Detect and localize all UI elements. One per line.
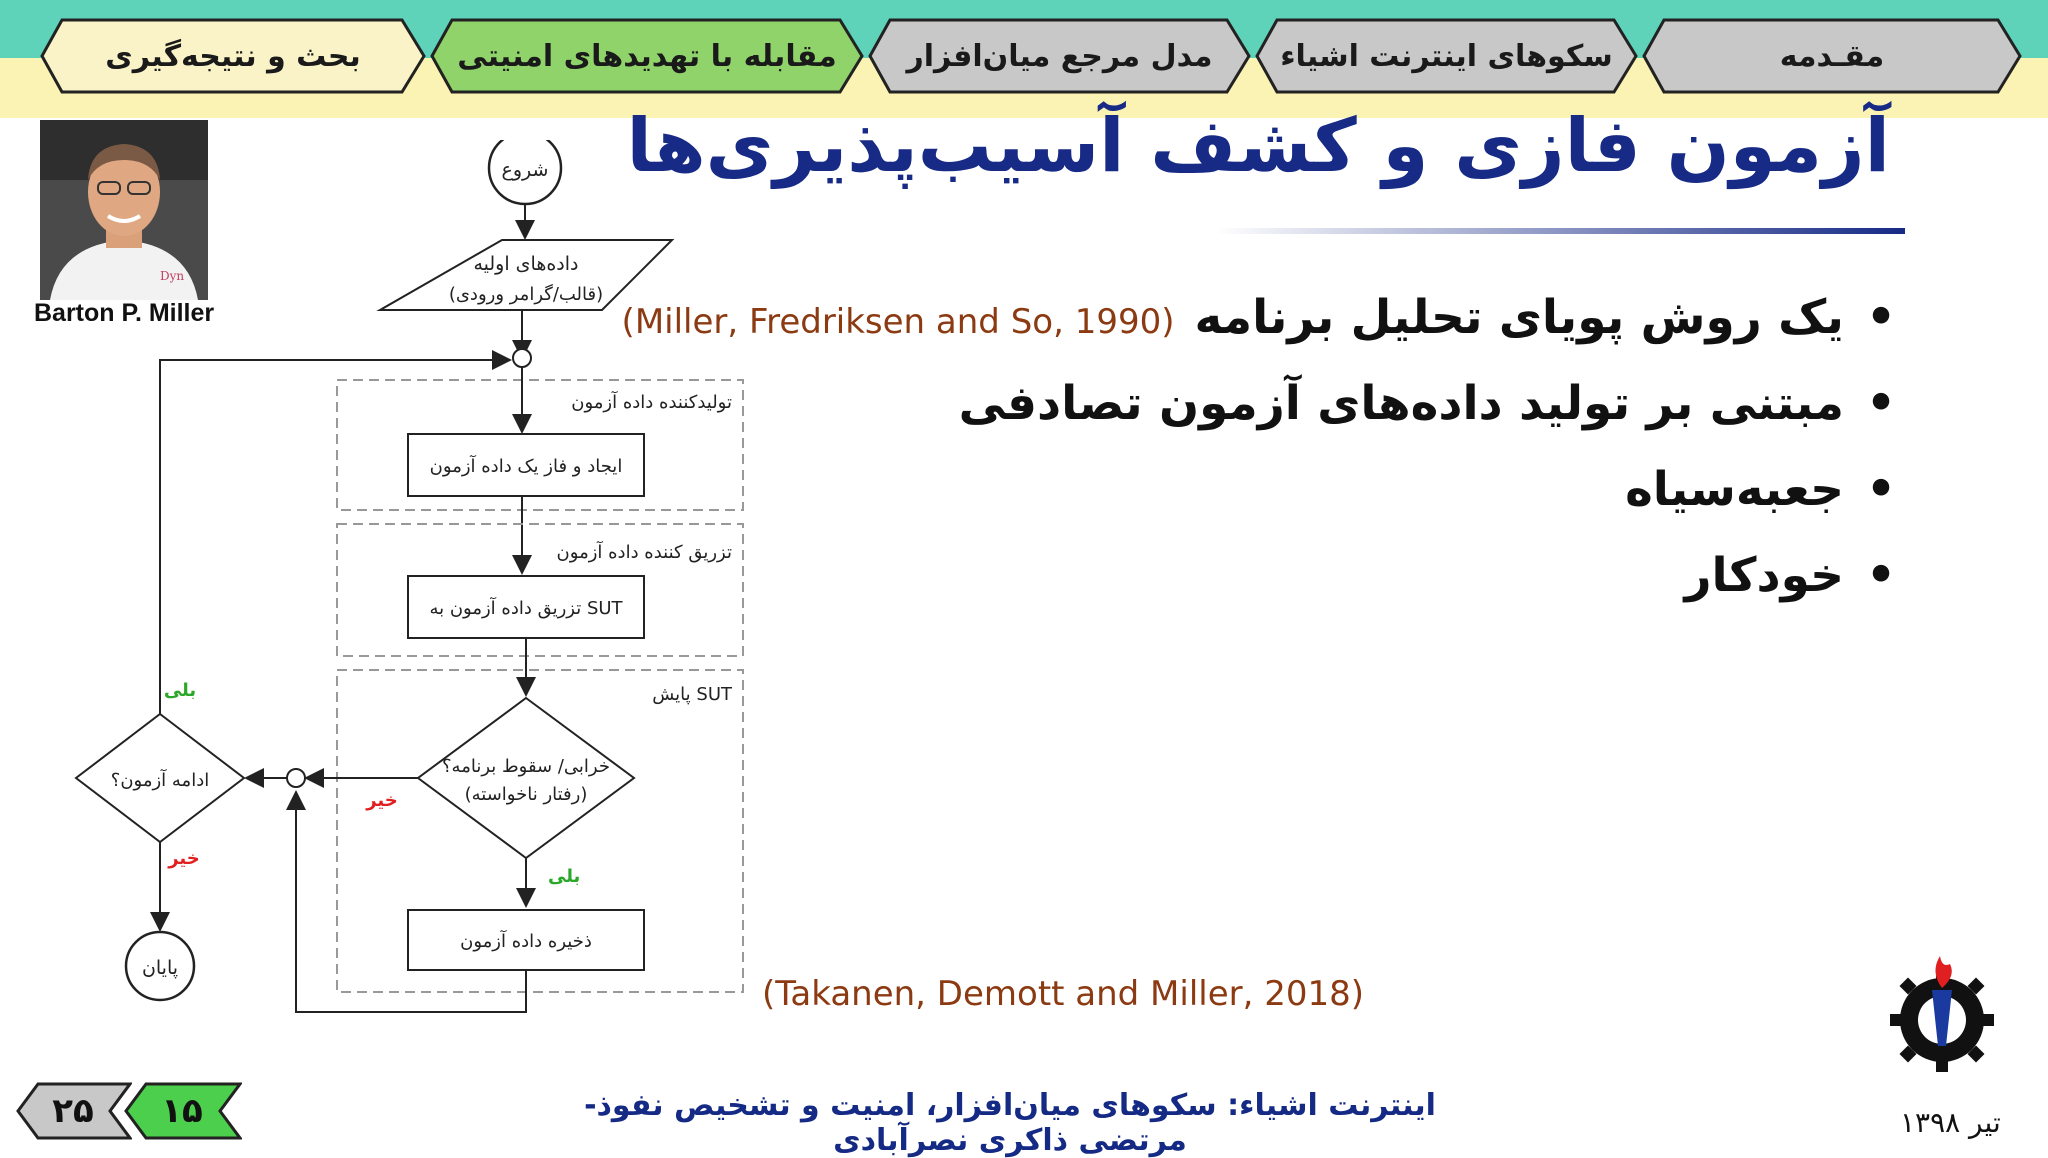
svg-text:Dyn: Dyn (160, 269, 185, 283)
footer-date: تیر ۱۳۹۸ (1900, 1106, 2001, 1139)
total-pages-badge (14, 1082, 132, 1140)
yes-label: بلی (163, 680, 197, 701)
bullet-item (621, 283, 1896, 369)
junction-top (513, 349, 531, 367)
generator-group-label: تولیدکننده داده آزمون (571, 392, 732, 413)
initial-data-label: داده‌های اولیه (473, 253, 579, 275)
figure-citation: (Takanen, Demott and Miller, 2018) (762, 974, 1365, 1014)
bullet-dot: • (1865, 548, 1896, 603)
bullet-item (746, 369, 1896, 455)
slide-title: آزمون فازی و کشف آسیب‌پذیری‌ها (626, 103, 1890, 189)
title-underline (1215, 228, 1905, 234)
photo-caption: Barton P. Miller (34, 299, 215, 327)
continue-decision-label: ادامه آزمون؟ (110, 770, 210, 791)
bullet-citation: (Miller, Fredriksen and So, 1990) (621, 302, 1175, 342)
bullet-item (746, 455, 1896, 541)
initial-data-sublabel: (قالب/گرامر ورودی) (448, 284, 604, 305)
total-pages: ۲۵ (52, 1091, 94, 1131)
tab-label: مقـدمه (1779, 38, 1885, 74)
create-fuzz-label: ایجاد و فاز یک داده آزمون (429, 456, 623, 477)
tab-security-threats[interactable] (430, 18, 864, 94)
injector-group-label: تزریق کننده داده آزمون (556, 542, 732, 563)
bullet-text: یک روش پویای تحلیل برنامه (1194, 290, 1844, 345)
no-label: خیر (168, 848, 200, 869)
end-label: پایان (141, 957, 179, 979)
save-label: ذخیره داده آزمون (460, 931, 592, 952)
bullet-item (746, 541, 1896, 627)
university-logo (1880, 950, 2010, 1080)
tab-iot-platforms[interactable] (1255, 18, 1638, 94)
crash-decision-sublabel: (رفتار ناخواسته) (464, 784, 588, 805)
current-page: ۱۵ (161, 1091, 203, 1131)
bullet-dot: • (1865, 376, 1896, 431)
crash-decision-label: خرابی/ سقوط برنامه؟ (442, 756, 610, 777)
start-label: شروع (501, 159, 549, 181)
monitor-group-label: پایش SUT (652, 684, 732, 705)
top-nav-bar (0, 0, 2048, 118)
tab-label: مدل مرجع میان‌افزار (906, 38, 1213, 74)
tab-discussion-conclusion[interactable] (40, 18, 426, 94)
fuzzing-flowchart (60, 140, 780, 1020)
current-page-badge (122, 1082, 242, 1140)
bullet-text: خودکار (1684, 548, 1844, 603)
inject-label: تزریق داده آزمون به SUT (429, 598, 623, 619)
tab-label: سکوهای اینترنت اشیاء (1280, 38, 1613, 74)
tab-middleware-reference-model[interactable] (868, 18, 1251, 94)
footer-text: اینترنت اشیاء: سکوهای میان‌افزار، امنیت و تشخیص نفوذ- مرتضی ذاکری نصرآبادی (584, 1088, 1436, 1158)
junction-left (287, 769, 305, 787)
yes-label: بلی (548, 866, 581, 887)
bullet-dot: • (1865, 290, 1896, 345)
crash-decision-node (418, 698, 634, 858)
tab-label: بحث و نتیجه‌گیری (105, 38, 361, 74)
bullet-dot: • (1865, 462, 1896, 517)
bullet-text: مبتنی بر تولید داده‌های آزمون تصادفی (958, 376, 1844, 431)
tab-label: مقابله با تهدیدهای امنیتی (457, 38, 837, 74)
bullet-text: جعبه‌سیاه (1625, 462, 1844, 517)
tab-introduction[interactable] (1642, 18, 2022, 94)
no-label: خیر (366, 790, 398, 811)
